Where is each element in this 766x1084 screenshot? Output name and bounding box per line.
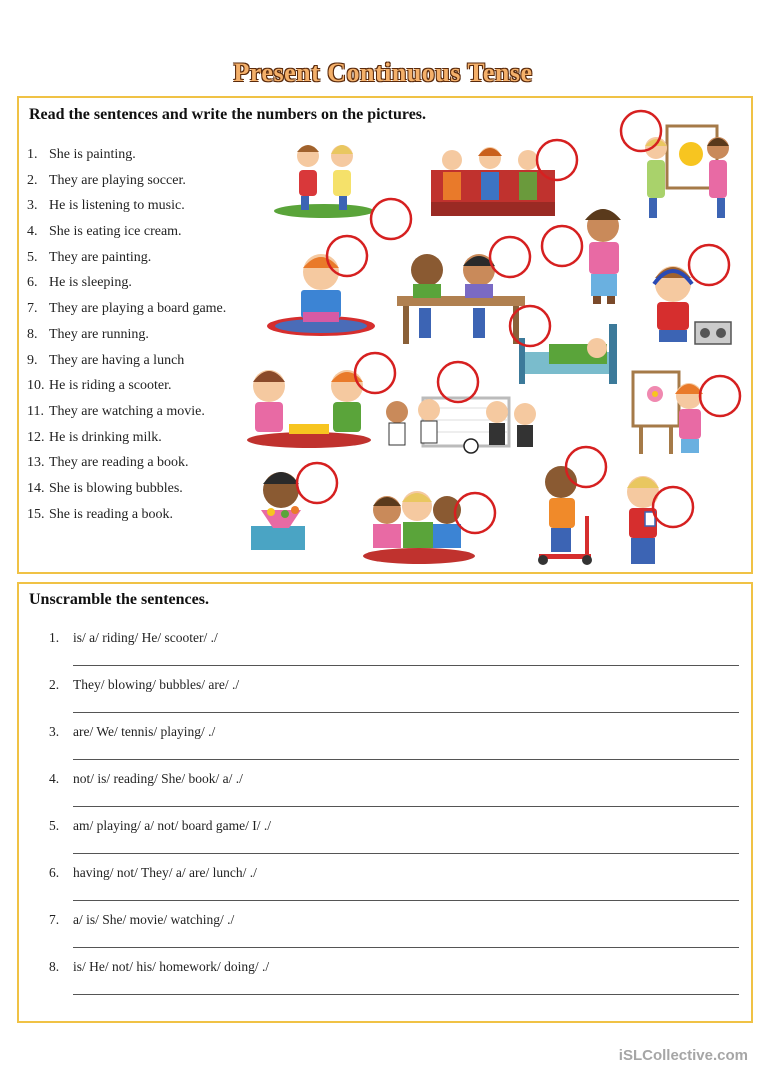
answer-circle[interactable] <box>542 226 582 266</box>
list-item: 6. having/ not/ They/ a/ are/ lunch/ ./ <box>49 865 739 912</box>
boy-riding-scooter-picture <box>538 466 592 565</box>
list-item: 1. She is painting. <box>27 147 136 162</box>
boy-drinking-milk-picture <box>627 476 659 564</box>
answer-line[interactable] <box>73 712 739 713</box>
list-item: 6. He is sleeping. <box>27 275 132 291</box>
list-item: 4. She is eating ice cream. <box>27 224 182 240</box>
list-item: 14. She is blowing bubbles. <box>27 480 183 496</box>
list-item: 5. They are painting. <box>27 249 152 265</box>
answer-line[interactable] <box>73 759 739 760</box>
answer-circle[interactable] <box>700 376 740 416</box>
illustrations <box>19 98 751 572</box>
list-item: 7. a/ is/ She/ movie/ watching/ ./ <box>49 912 739 959</box>
kids-playing-soccer-picture <box>386 398 536 453</box>
list-item: 13. They are reading a book. <box>27 455 189 471</box>
list-item: 12. He is drinking milk. <box>27 429 162 445</box>
list-item: 1. is/ a/ riding/ He/ scooter/ ./ <box>49 630 739 677</box>
answer-line[interactable] <box>73 994 739 995</box>
answer-circle[interactable] <box>438 362 478 402</box>
answer-line[interactable] <box>73 947 739 948</box>
answer-circle[interactable] <box>355 353 395 393</box>
answer-circle[interactable] <box>653 487 693 527</box>
list-item: 3. are/ We/ tennis/ playing/ ./ <box>49 724 739 771</box>
answer-circle[interactable] <box>327 236 367 276</box>
girl-reading-picture <box>267 254 375 336</box>
page-title: Present Continuous Tense <box>233 58 533 87</box>
exercise2-heading: Unscramble the sentences. <box>29 591 209 608</box>
girl-painting-picture <box>633 372 703 454</box>
list-item: 3. He is listening to music. <box>27 198 185 214</box>
answer-line[interactable] <box>73 806 739 807</box>
exercise1-heading: Read the sentences and write the numbers on the pictures. <box>29 106 427 123</box>
list-item: 8. is/ He/ not/ his/ homework/ doing/ ./ <box>49 959 739 1006</box>
list-item: 2. They/ blowing/ bubbles/ are/ ./ <box>49 677 739 724</box>
list-item: 7. They are playing a board game. <box>27 301 227 317</box>
matching-exercise <box>17 96 753 574</box>
answer-circle[interactable] <box>537 140 577 180</box>
answer-line[interactable] <box>73 900 739 901</box>
list-item: 8. They are running. <box>27 326 149 342</box>
boy-sleeping-picture <box>519 324 617 384</box>
kids-board-game-picture <box>247 370 371 448</box>
kids-running-picture <box>274 145 374 218</box>
list-item: 10. He is riding a scooter. <box>27 378 172 394</box>
answer-circle[interactable] <box>455 493 495 533</box>
answer-line[interactable] <box>73 665 739 666</box>
answer-circle[interactable] <box>297 463 337 503</box>
unscramble-exercise <box>17 582 753 1023</box>
answer-circle[interactable] <box>490 237 530 277</box>
list-item: 5. am/ playing/ a/ not/ board game/ I/ ./ <box>49 818 739 865</box>
list-item: 4. not/ is/ reading/ She/ book/ a/ ./ <box>49 771 739 818</box>
answer-circle[interactable] <box>371 199 411 239</box>
answer-circle[interactable] <box>689 245 729 285</box>
unscramble-list <box>49 630 739 1006</box>
site-watermark: iSLCollective.com <box>618 1047 748 1064</box>
list-item: 11. They are watching a movie. <box>27 403 205 419</box>
answer-circle[interactable] <box>621 111 661 151</box>
answer-line[interactable] <box>73 853 739 854</box>
list-item: 15. She is reading a book. <box>27 506 174 522</box>
girl-eating-ice-cream-picture <box>585 209 621 304</box>
list-item: 2. They are playing soccer. <box>27 172 186 188</box>
answer-circle[interactable] <box>566 447 606 487</box>
list-item: 9. They are having a lunch <box>27 352 185 368</box>
kids-having-lunch-picture <box>397 254 525 344</box>
